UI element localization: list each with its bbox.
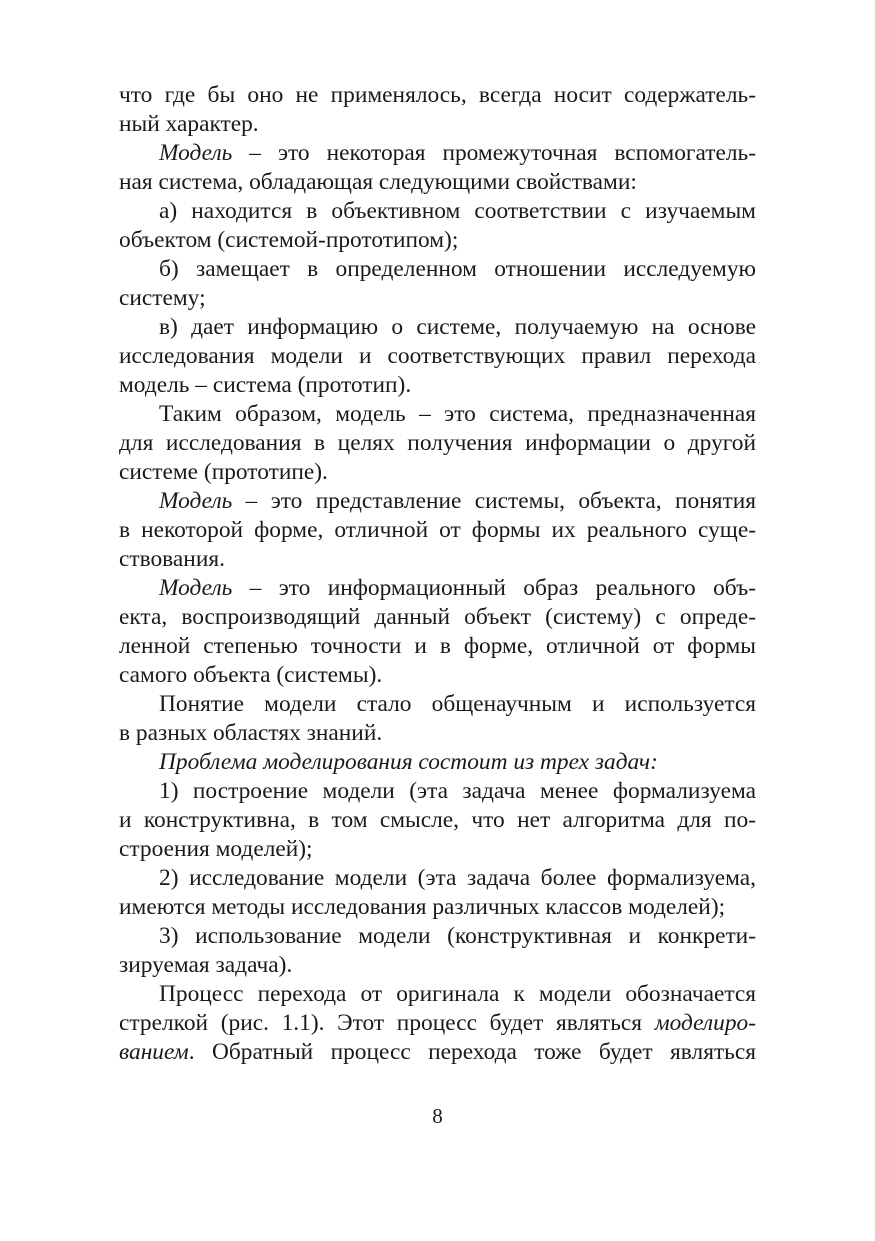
- text-run: для исследования в целях получения информации о другой: [119, 430, 756, 456]
- text-run: 2) исследование модели (эта задача более формализуема,: [159, 865, 756, 891]
- text-line: [119, 632, 756, 661]
- text-run: в некоторой форме, отличной от формы их реального суще-: [119, 517, 756, 543]
- text-line: [119, 922, 756, 951]
- text-line: [119, 690, 756, 719]
- text-line: [119, 487, 756, 516]
- text-run: самого объекта (системы).: [119, 662, 383, 688]
- text-line: [119, 429, 756, 458]
- text-line: [119, 168, 756, 197]
- italic-text: Модель: [159, 575, 233, 601]
- text-line: [119, 545, 756, 574]
- text-run: объектом (системой-прототипом);: [119, 227, 459, 253]
- text-line: [119, 255, 756, 284]
- text-run: – это представление системы, объекта, понятия: [232, 488, 756, 514]
- text-run: и конструктивна, в том смысле, что нет алгоритма для по-: [119, 807, 756, 833]
- text-line: [119, 516, 756, 545]
- italic-text: Модель: [159, 140, 233, 166]
- text-line: [119, 951, 756, 980]
- text-line: [119, 719, 756, 748]
- text-run: 3) использование модели (конструктивная и конкрети-: [159, 923, 756, 949]
- text-run: ный характер.: [119, 111, 259, 137]
- text-line: [119, 980, 756, 1009]
- text-run: модель – система (прототип).: [119, 372, 412, 398]
- text-line: [119, 603, 756, 632]
- text-line: [119, 1009, 756, 1038]
- text-run: ленной степенью точности и в форме, отличной от формы: [119, 633, 756, 659]
- text-run: – это информационный образ реального объ-: [232, 575, 756, 601]
- text-line: [119, 284, 756, 313]
- text-line: [119, 748, 756, 777]
- text-line: [119, 806, 756, 835]
- text-run: Понятие модели стало общенаучным и используется: [159, 691, 756, 717]
- text-run: Процесс перехода от оригинала к модели обозначается: [159, 981, 756, 1007]
- text-run: б) замещает в определенном отношении исследуемую: [159, 256, 756, 282]
- text-line: [119, 574, 756, 603]
- text-line: [119, 81, 756, 110]
- text-line: [119, 139, 756, 168]
- text-line: [119, 371, 756, 400]
- text-line: [119, 458, 756, 487]
- text-run: стрелкой (рис. 1.1). Этот процесс будет являться: [119, 1010, 655, 1036]
- text-line: [119, 400, 756, 429]
- text-line: [119, 197, 756, 226]
- text-line: [119, 777, 756, 806]
- body-text: [119, 81, 756, 1067]
- text-run: в) дает информацию о системе, получаемую на основе: [159, 314, 756, 340]
- text-run: – это некоторая промежуточная вспомогатель-: [232, 140, 756, 166]
- text-run: зируемая задача).: [119, 952, 293, 978]
- text-line: [119, 661, 756, 690]
- text-run: ствования.: [119, 546, 225, 572]
- text-run: системе (прототипе).: [119, 459, 328, 485]
- italic-text: Проблема моделирования состоит из трех задач:: [159, 749, 658, 775]
- text-run: строения моделей);: [119, 836, 313, 862]
- italic-text: моделиро-: [654, 1010, 756, 1036]
- italic-text: Модель: [159, 488, 233, 514]
- text-run: . Обратный процесс перехода тоже будет являться: [188, 1039, 756, 1065]
- text-run: а) находится в объективном соответствии с изучаемым: [159, 198, 756, 224]
- text-line: [119, 313, 756, 342]
- text-line: [119, 1038, 756, 1067]
- text-line: [119, 226, 756, 255]
- text-run: екта, воспроизводящий данный объект (систему) с опреде-: [119, 604, 756, 630]
- text-run: 1) построение модели (эта задача менее формализуема: [159, 778, 756, 804]
- italic-text: ванием: [119, 1039, 189, 1065]
- text-run: ная система, обладающая следующими свойствами:: [119, 169, 637, 195]
- text-run: Таким образом, модель – это система, предназначенная: [159, 401, 756, 427]
- text-line: [119, 835, 756, 864]
- text-line: [119, 110, 756, 139]
- page-number: 8: [432, 1104, 443, 1128]
- text-run: в разных областях знаний.: [119, 720, 383, 746]
- text-run: исследования модели и соответствующих правил перехода: [119, 343, 756, 369]
- text-line: [119, 864, 756, 893]
- text-line: [119, 893, 756, 922]
- text-run: что где бы оно не применялось, всегда носит содержатель-: [119, 82, 756, 108]
- text-line: [119, 342, 756, 371]
- text-run: систему;: [119, 285, 206, 311]
- text-run: имеются методы исследования различных классов моделей);: [119, 894, 726, 920]
